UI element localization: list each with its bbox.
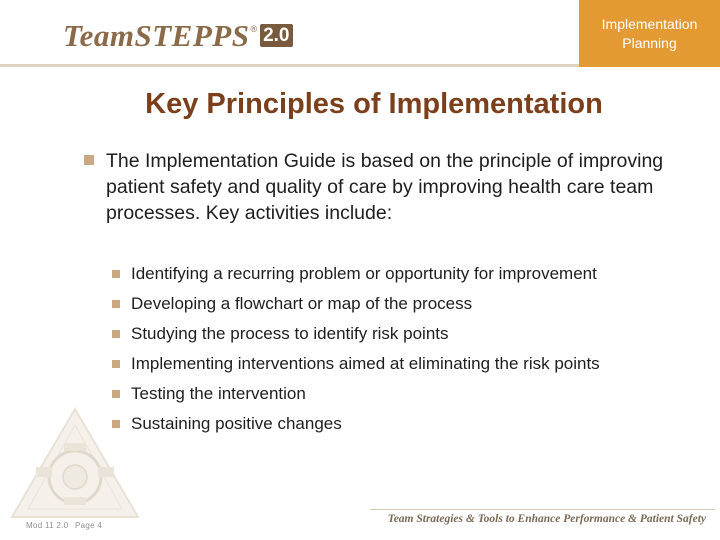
activities-list (110, 264, 710, 434)
list-item (110, 354, 710, 374)
logo-text: TeamSTEPPS (63, 18, 250, 53)
list-item (110, 294, 710, 314)
list-item (110, 414, 710, 434)
square-bullet-icon (112, 270, 120, 278)
list-item (110, 264, 710, 284)
square-bullet-icon (112, 300, 120, 308)
square-bullet-icon (84, 155, 94, 165)
square-bullet-icon (112, 390, 120, 398)
logo-version-badge: 2.0 (260, 24, 292, 47)
footer-page-number: Page 4 (74, 521, 103, 530)
list-item-text: Developing a flowchart or map of the process (131, 294, 473, 313)
square-bullet-icon (112, 330, 120, 338)
intro-text: The Implementation Guide is based on the principle of improving patient safety and quality of care by improving health care team processes. Key activities include: (106, 150, 664, 224)
page-title: Key Principles of Implementation (145, 88, 603, 120)
list-item-text: Testing the intervention (131, 384, 306, 403)
intro-bullet (84, 148, 674, 226)
logo-registered-mark: ® (250, 24, 258, 34)
list-item-text: Identifying a recurring problem or opportunity for improvement (131, 264, 597, 283)
square-bullet-icon (112, 360, 120, 368)
section-badge-line-2: Planning (622, 34, 677, 51)
list-item (110, 324, 710, 344)
list-item-text: Sustaining positive changes (131, 414, 342, 433)
footer-tagline: Team Strategies & Tools to Enhance Performance & Patient Safety (387, 513, 706, 525)
list-item-text: Studying the process to identify risk points (131, 324, 449, 343)
teamstepps-logo (63, 16, 293, 56)
teamstepps-triangle-watermark-icon (8, 405, 142, 521)
list-item-text: Implementing interventions aimed at eliminating the risk points (131, 354, 600, 373)
footer-divider (370, 509, 715, 510)
section-badge (579, 0, 720, 67)
footer-module: Mod 11 2.0 (26, 521, 69, 530)
list-item (110, 384, 710, 404)
section-badge-line-1: Implementation (601, 15, 698, 32)
footer-page-info (26, 521, 102, 530)
